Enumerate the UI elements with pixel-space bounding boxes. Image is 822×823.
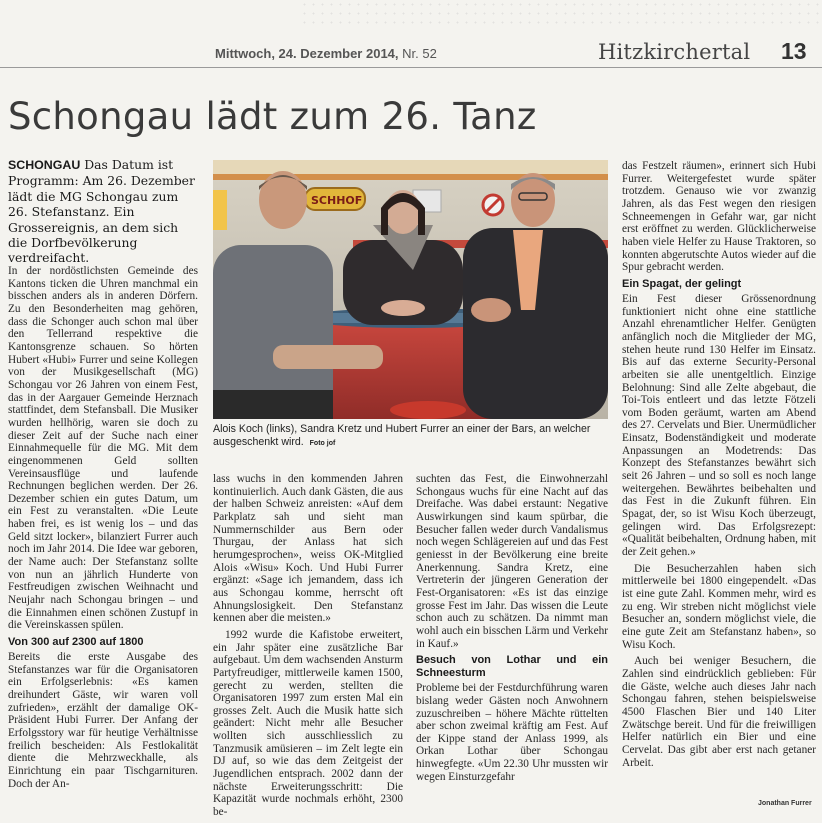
paragraph: 1992 wurde die Kafistobe erweitert, ein Jahr später eine zusätzliche Bar aufgebaut. Um dem wachsenden Ansturm Partyfreudiger, mittlerweile kamen 1500, gerecht zu werden, stellten die Organisatoren 1997 zum ersten Mal ein grosses Zelt. Auch die Musik hatte sich geändert: Nicht mehr alle Besucher wollten sich ausschliesslich zu Tanzmusik amüsieren – im Zelt legte ein DJ auf, so wie das dem Zeitgeist der Jugendlichen entsprach. 2002 dann der nächste Erweiterungsschritt: Die Kapazität wurde nochmals erhöht, 2300 be- [213, 628, 403, 819]
page-number: 13 [781, 38, 807, 64]
date-text: Mittwoch, 24. Dezember 2014, [215, 46, 399, 61]
subheading: Von 300 auf 2300 auf 1800 [8, 636, 144, 649]
photo-illustration [213, 160, 608, 419]
article-column-3 [416, 473, 608, 787]
issue-date [215, 46, 437, 61]
paragraph: In der nordöstlichsten Gemeinde des Kantons ticken die Uhren manchmal ein bisschen anders als in anderen Dörfern. Zu den Besonderheiten mag gehören, dass die Schonger auch schon mal über den Tellerrand respektive die Kantonsgrenze schauen. So hörten Hubert «Hubi» Furrer und seine Kollegen von der Musikgesellschaft (MG) Schongau vor 26 Jahren von einem Fest, das in der Aargauer Gemeinde Herznach stattfindet, dem Stefansball. Die Musiker wurden hellhörig, waren sie doch zu dieser Zeit auf der Suche nach einer Einnahmequelle für die MG. Mit dem eingenommenen Geld sollten Vereinsausflüge und laufende Rechnungen beglichen werden. Der 26. Dezember schien ein gutes Datum, um ein Fest zu veranstalten. «Die Leute haben frei, es ist wenig los – und das Geld sitzt locker», bilanziert Furrer auch noch im Jahr 2014. Die Idee war geboren, der Name auch: Der Stefanstanz sollte von nun an jährlich Hunderte von Festfreudigen zwischen Weihnacht und Neujahr nach Schongau bringen – und die Einnahmen einen schönen Zustupf in die Vereinskassen spülen. [8, 265, 198, 632]
paragraph: suchten das Fest, die Einwohnerzahl Schongaus wuchs für eine Nacht auf das Dreifache. Was dabei erstaunt: Negative Auswirkungen sind kaum spürbar, die Besucher fallen weder durch Vandalismus noch wegen Schlägereien auf und das Fest geniesst in der Bevölkerung eine breite Anerkennung. Sandra Kretz, eine Vertreterin der jüngeren Generation der Fest-Organisatoren: «Es ist das einzige grosse Fest im Jahr. Das wissen die Leute schon auch zu schätzen. Da nimmt man wohl auch ein bisschen Lärm und Verkehr in Kauf.» [416, 473, 608, 650]
lead-dateline: SCHONGAU [8, 158, 81, 172]
article-headline: Schongau lädt zum 26. Tanz [8, 95, 537, 138]
subheading: Ein Spagat, der gelingt [622, 277, 742, 290]
caption-text: Alois Koch (links), Sandra Kretz und Hubert Furrer an einer der Bars, an welcher ausgeschenkt wird. [213, 423, 591, 448]
article-photo [213, 160, 608, 419]
sign-text: SCHHOF [311, 194, 363, 207]
article-column-4 [622, 160, 816, 773]
photo-credit: Foto jof [309, 440, 336, 447]
paragraph: Probleme bei der Festdurchführung waren bislang weder Gästen noch Anwohnern zuzuschreiben – höhere Mächte rüttelten aber schon zweimal kräftig am Fest. Auf der Kippe stand der Anlass 1999, als Orkan Lothar über Schongau hinwegfegte. «Um 22.30 Uhr mussten wir wegen Einsturzgefahr [416, 682, 608, 783]
author-byline: Jonathan Furrer [758, 800, 812, 807]
photo-caption [213, 423, 608, 450]
paragraph: das Festzelt räumen», erinnert sich Hubi Furrer. Weitergefestet wurde später trotzdem. Genauso wie vor zwanzig Jahren, als das Fest wegen den riesigen Schneemengen in Gefahr war, gar nicht erst eröffnet zu werden. Glücklicherweise haben viele Helfer zu Hause Traktoren, so konnten abgerutschte Autos wieder auf die Spur gebracht werden. [622, 160, 816, 274]
paragraph: Auch bei weniger Besuchern, die Zahlen sind eindrücklich geblieben: Für die Gäste, welche auch dieses Jahr nach Schongau fahren, stehen beispielsweise 4500 Flaschen Bier und 140 Liter Zwätschge bereit. Und für die freiwilligen Helfer natürlich ein Bier und eine Cervelat. Das gibt aber erst nach getaner Arbeit. [622, 655, 816, 769]
lead-text: Das Datum ist Programm: Am 26. Dezember lädt die MG Schongau zum 26. Stefanstanz. Ein Grossereignis, an dem sich die Dorfbevölkerung verdreifacht. [8, 157, 195, 266]
paragraph: Ein Fest dieser Grössenordnung funktioniert nicht ohne eine stattliche Anzahl ehrenamtlicher Helfer. Genügten anfänglich noch die Mitglieder der MG, stehen heute rund 130 Helfer im Einsatz. Bis auf das externe Security-Personal arbeiten sie alle unentgeltlich. Einzige Belohnung: Sind alle Zelte abgebaut, die Toi-Tois entleert und das letzte Fötzeli vom Boden geräumt, warten am Abend des 27. Cervelats und Bier. Unermüdlicher Einsatz, Bodenständigkeit und moderate Anpassungen an Modetrends: Das Konzept des Stefanstanzes bewährt sich seit 26 Jahren – und so soll es noch lange weitergehen. Bewährtes beibehalten und das Fest in die Zukunft führen. Ein Spagat, der, so ist Wisu Koch überzeugt, gelingen wird. Das Erfolgsrezept: «Qualität beibehalten, Ordnung haben, mit der Zeit gehen.» [622, 292, 816, 559]
article-column-2 [213, 473, 403, 823]
header-rule [0, 67, 822, 68]
article-column-1 [8, 265, 198, 794]
article-lead [8, 157, 196, 266]
section-title: Hitzkirchertal [598, 40, 751, 64]
issue-number: Nr. 52 [402, 46, 437, 61]
subheading: Besuch von Lothar und ein Schneesturm [416, 654, 608, 680]
paragraph: lass wuchs in den kommenden Jahren kontinuierlich. Auch dank Gästen, die aus der halben Schweiz anreisten: «Auf dem Parkplatz sah und sieht man Nummernschilder aus Bern oder Thurgau, der Anlass hat sich herumgesprochen», weiss OK-Mitglied Alois «Wisu» Koch. Und Hubi Furrer ergänzt: «Sage ich jemandem, dass ich aus Schongau komme, herrscht oft Ahnungslosigkeit. Den Stefanstanz kennen aber die meisten.» [213, 473, 403, 625]
paragraph: Die Besucherzahlen haben sich mittlerweile bei 1800 eingependelt. «Das ist eine gute Zahl. Kommen mehr, wird es zu eng. Wir streben nicht möglichst viele Besucher an, sondern möglichst viele, die eine gute Zeit am Stefanstanz haben», so Wisu Koch. [622, 562, 816, 651]
paragraph: Bereits die erste Ausgabe des Stefanstanzes war für die Organisatoren ein Erfolgserlebnis: «Es kamen dreihundert Gäste, wir waren voll zufrieden», erzählt der damalige OK-Präsident Hubi Furrer. Der Anfang der Erfolgsstory war für heutige Verhältnisse freilich bescheiden: Als Festlokalität diente die Mehrzweckhalle, als Einrichtung ein paar Tischgarnituren. Doch der An- [8, 651, 198, 790]
paper-texture [300, 0, 822, 28]
